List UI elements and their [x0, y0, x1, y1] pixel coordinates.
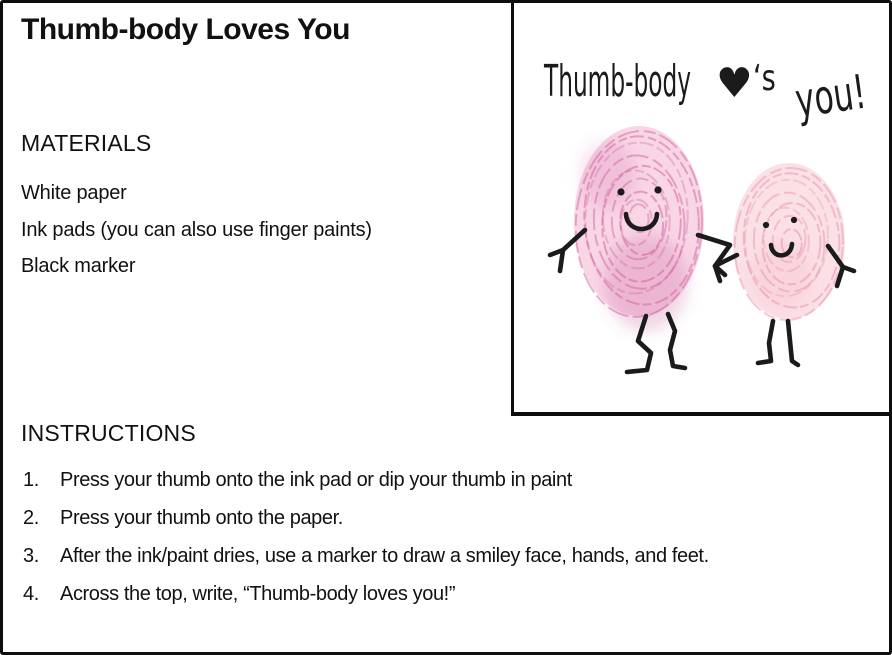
- step-number: 2.: [23, 506, 39, 529]
- instruction-step: [23, 537, 881, 575]
- materials-item: White paper: [21, 182, 127, 204]
- instruction-step: [23, 461, 881, 499]
- materials-item: Black marker: [21, 255, 136, 277]
- small-print-right-eye: [791, 217, 797, 223]
- illustration-panel: [511, 3, 889, 416]
- small-print-right-leg: [788, 321, 798, 365]
- thumbprint-illustration: [514, 3, 889, 412]
- materials-list: [21, 175, 372, 285]
- instruction-step: [23, 575, 881, 613]
- instructions-list: [23, 461, 881, 613]
- large-print-left-eye: [617, 188, 624, 195]
- heart-icon: ♥: [716, 59, 753, 107]
- caption-you: you!: [792, 65, 870, 129]
- step-number: 3.: [23, 544, 39, 567]
- small-print-left-eye: [763, 222, 769, 228]
- large-thumbprint-shading: [580, 141, 636, 209]
- small-thumbprint-shading: [752, 241, 812, 309]
- step-text: Press your thumb onto the paper.: [60, 506, 343, 529]
- step-text: After the ink/paint dries, use a marker to draw a smiley face, hands, and feet.: [60, 544, 709, 567]
- caption-apostrophe-s: ‘s: [753, 58, 776, 99]
- large-print-left-hand: [560, 250, 563, 271]
- page-title: Thumb-body Loves You: [21, 13, 350, 46]
- step-text: Across the top, write, “Thumb-body loves you!”: [60, 582, 456, 605]
- large-print-right-leg: [668, 314, 685, 368]
- illustration-caption: [543, 56, 869, 129]
- small-print-left-leg: [758, 321, 773, 363]
- materials-heading: MATERIALS: [21, 130, 152, 156]
- caption-thumb-body: Thumb-body: [543, 55, 691, 107]
- instructions-heading: INSTRUCTIONS: [21, 420, 196, 446]
- large-print-right-eye: [654, 186, 661, 193]
- materials-item: Ink pads (you can also use finger paints): [21, 218, 372, 241]
- step-text: Press your thumb onto the ink pad or dip your thumb in paint: [60, 468, 572, 491]
- step-number: 1.: [23, 468, 39, 491]
- instruction-step: [23, 499, 881, 537]
- step-number: 4.: [23, 582, 39, 605]
